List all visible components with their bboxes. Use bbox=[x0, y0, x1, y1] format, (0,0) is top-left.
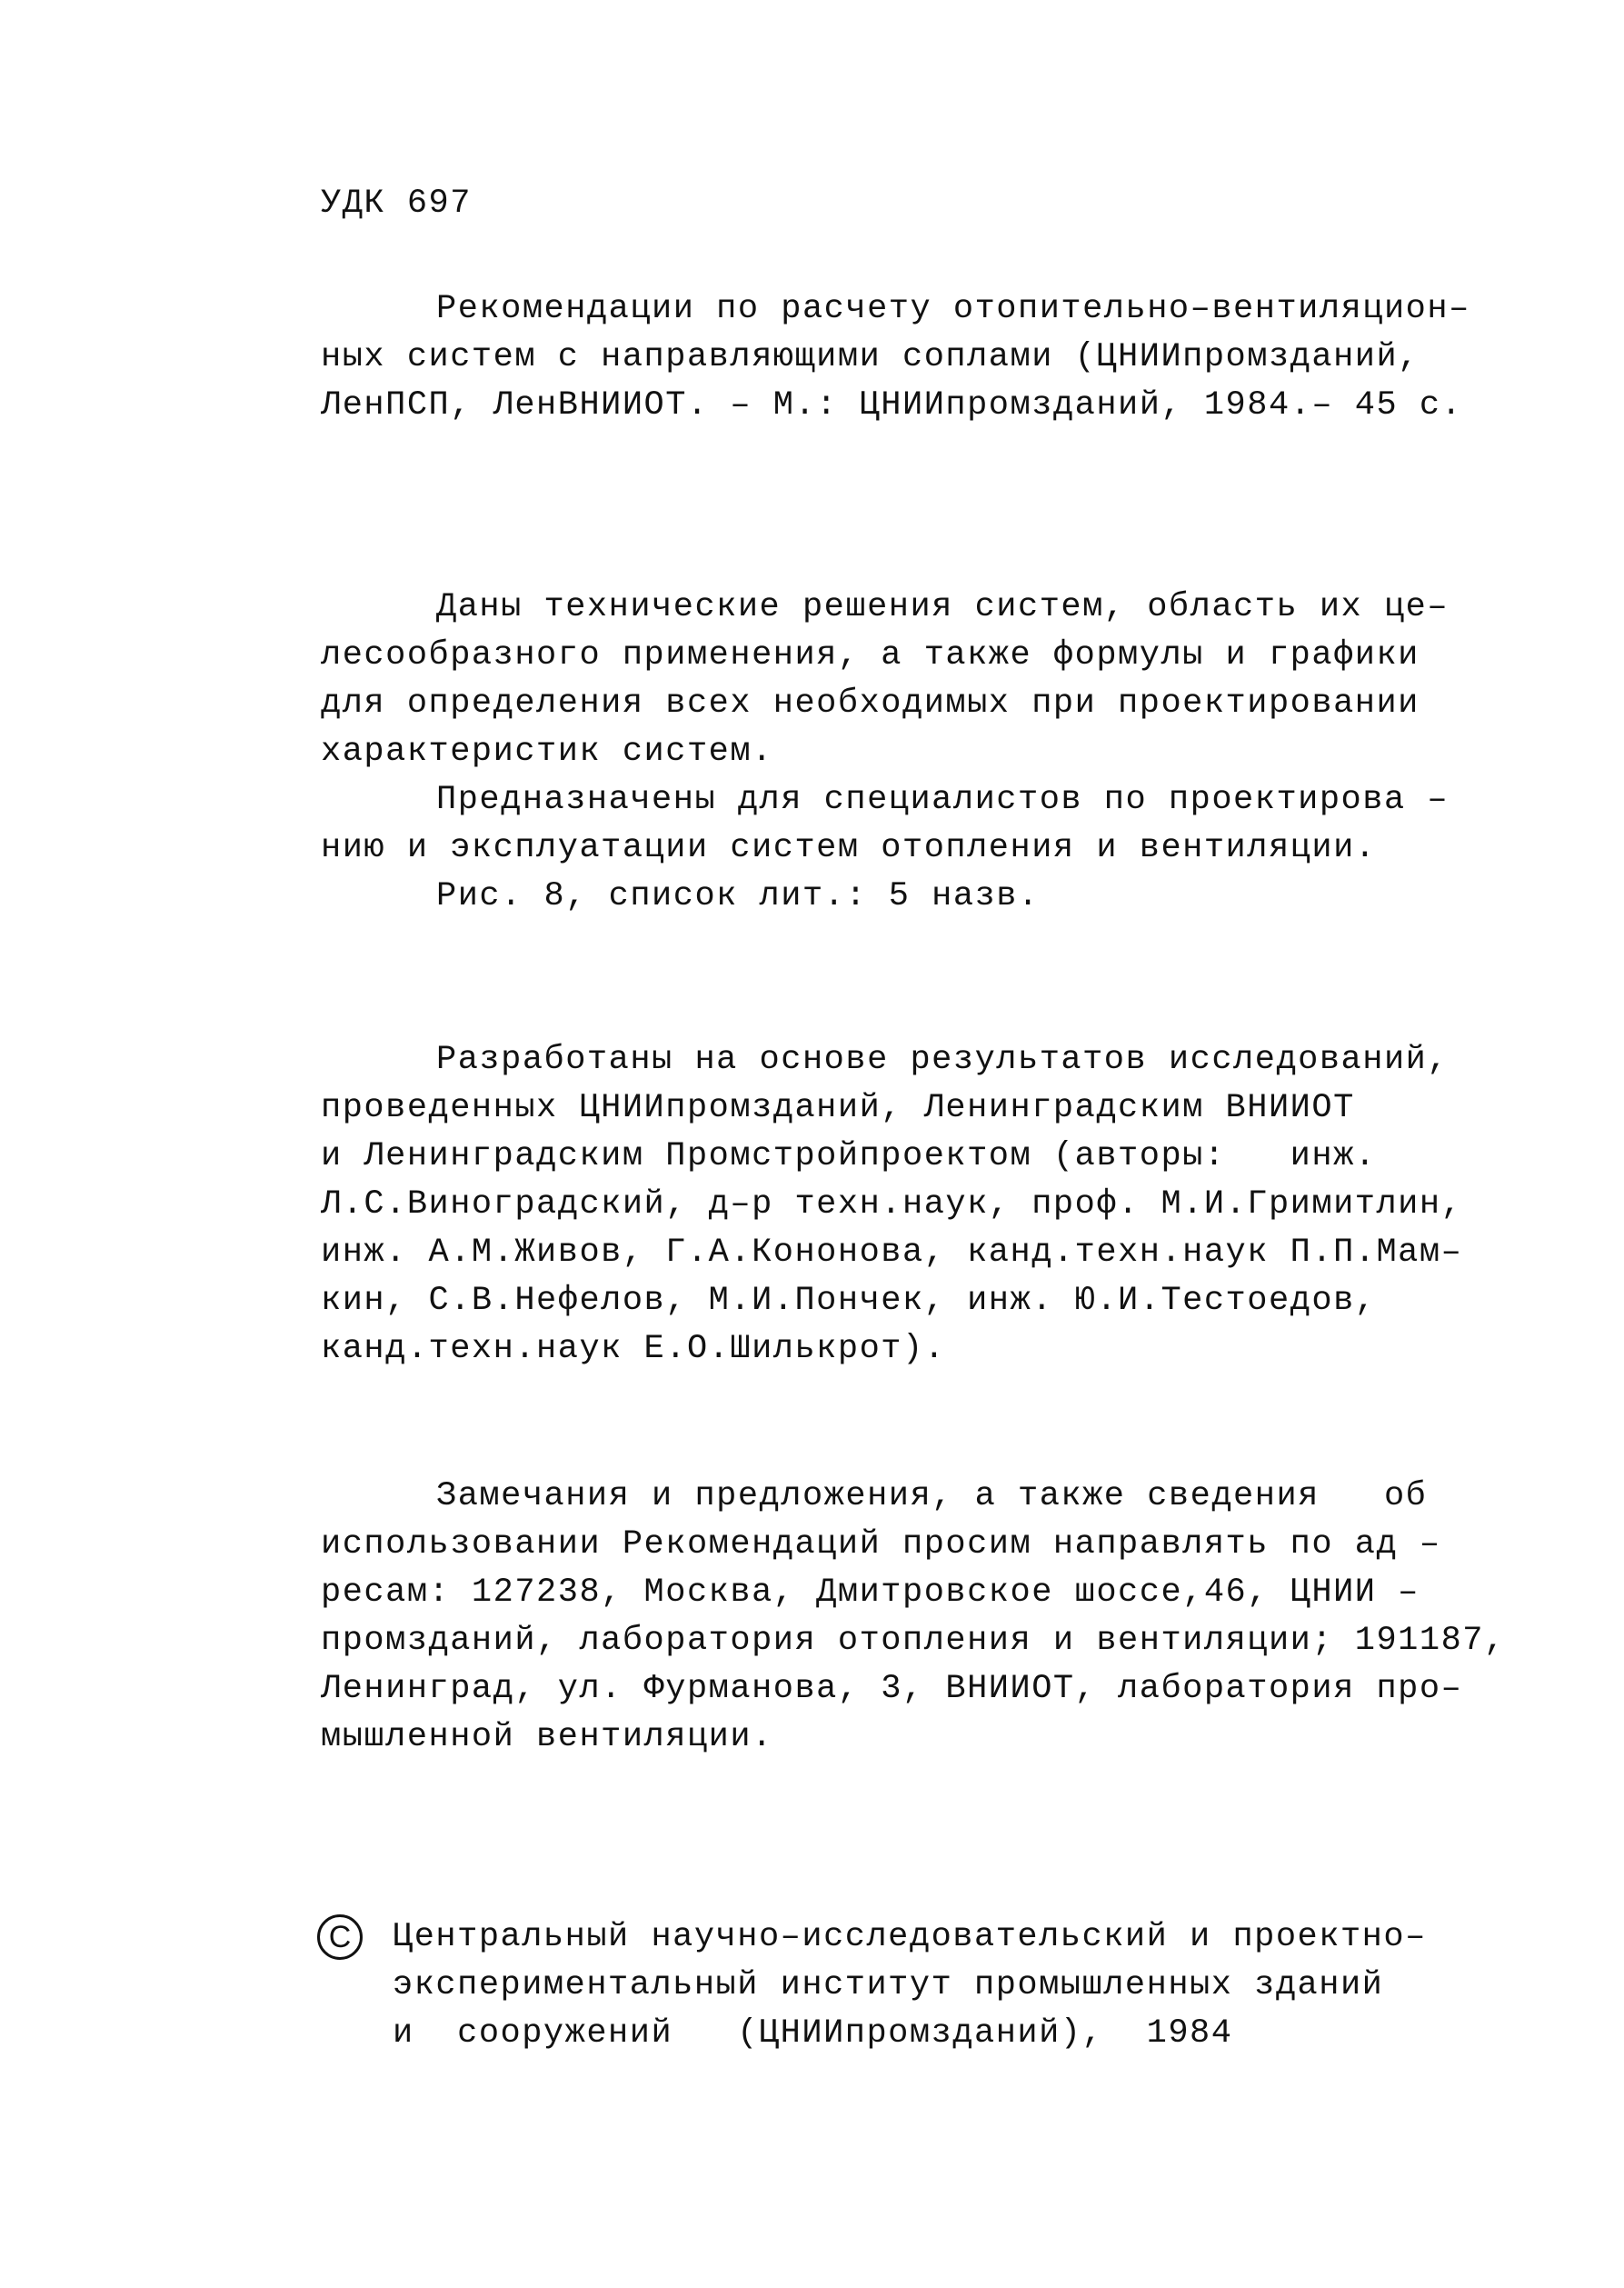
remarks-line: Ленинград, ул. Фурманова, 3, ВНИИОТ, лаборатория про– bbox=[321, 1670, 1463, 1708]
abstract-line: Даны технические решения систем, область их це– bbox=[436, 588, 1450, 626]
authors-line: Л.С.Виноградский, д–р техн.наук, проф. М.И.Гримитлин, bbox=[321, 1185, 1463, 1224]
abstract-line: Предназначены для специалистов по проектирова – bbox=[436, 781, 1450, 819]
remarks-line: использовании Рекомендаций просим направлять по ад – bbox=[321, 1525, 1441, 1564]
abstract-line: характеристик систем. bbox=[321, 733, 773, 771]
remarks-line: мышленной вентиляции. bbox=[321, 1718, 773, 1756]
authors-line: и Ленинградским Промстройпроектом (авторы: инж. bbox=[321, 1137, 1377, 1175]
copyright-icon: C bbox=[317, 1914, 363, 1960]
bibliography-line: Рекомендации по расчету отопительно–вентиляцион– bbox=[436, 290, 1470, 328]
abstract-line: нию и эксплуатации систем отопления и вентиляции. bbox=[321, 829, 1377, 867]
abstract-line: лесообразного применения, а также формулы и графики bbox=[321, 636, 1420, 674]
remarks-line: ресам: 127238, Москва, Дмитровское шоссе,46, ЦНИИ – bbox=[321, 1574, 1420, 1612]
copyright-line: Центральный научно–исследовательский и проектно– bbox=[393, 1918, 1427, 1956]
abstract-line: Рис. 8, список лит.: 5 назв. bbox=[436, 877, 1040, 915]
authors-line: кин, С.В.Нефелов, М.И.Пончек, инж. Ю.И.Тестоедов, bbox=[321, 1282, 1377, 1320]
remarks-line: промзданий, лаборатория отопления и вентиляции; 191187, bbox=[321, 1622, 1506, 1660]
copyright-line: и сооружений (ЦНИИпромзданий), 1984 bbox=[393, 2014, 1233, 2053]
authors-line: Разработаны на основе результатов исследований, bbox=[436, 1041, 1450, 1079]
bibliography-line: ных систем с направляющими соплами (ЦНИИпромзданий, bbox=[321, 338, 1420, 376]
bibliography-line: ЛенПСП, ЛенВНИИОТ. – М.: ЦНИИпромзданий, 1984.– 45 с. bbox=[321, 386, 1463, 425]
udc-code: УДК 697 bbox=[321, 185, 472, 223]
remarks-line: Замечания и предложения, а также сведения об bbox=[436, 1477, 1428, 1515]
copyright-line: экспериментальный институт промышленных зданий bbox=[393, 1966, 1384, 2004]
authors-line: инж. А.М.Живов, Г.А.Кононова, канд.техн.наук П.П.Мам– bbox=[321, 1234, 1463, 1272]
abstract-line: для определения всех необходимых при проектировании bbox=[321, 684, 1420, 723]
authors-line: проведенных ЦНИИпромзданий, Ленинградским ВНИИОТ bbox=[321, 1089, 1355, 1127]
authors-line: канд.техн.наук Е.О.Шилькрот). bbox=[321, 1330, 946, 1368]
